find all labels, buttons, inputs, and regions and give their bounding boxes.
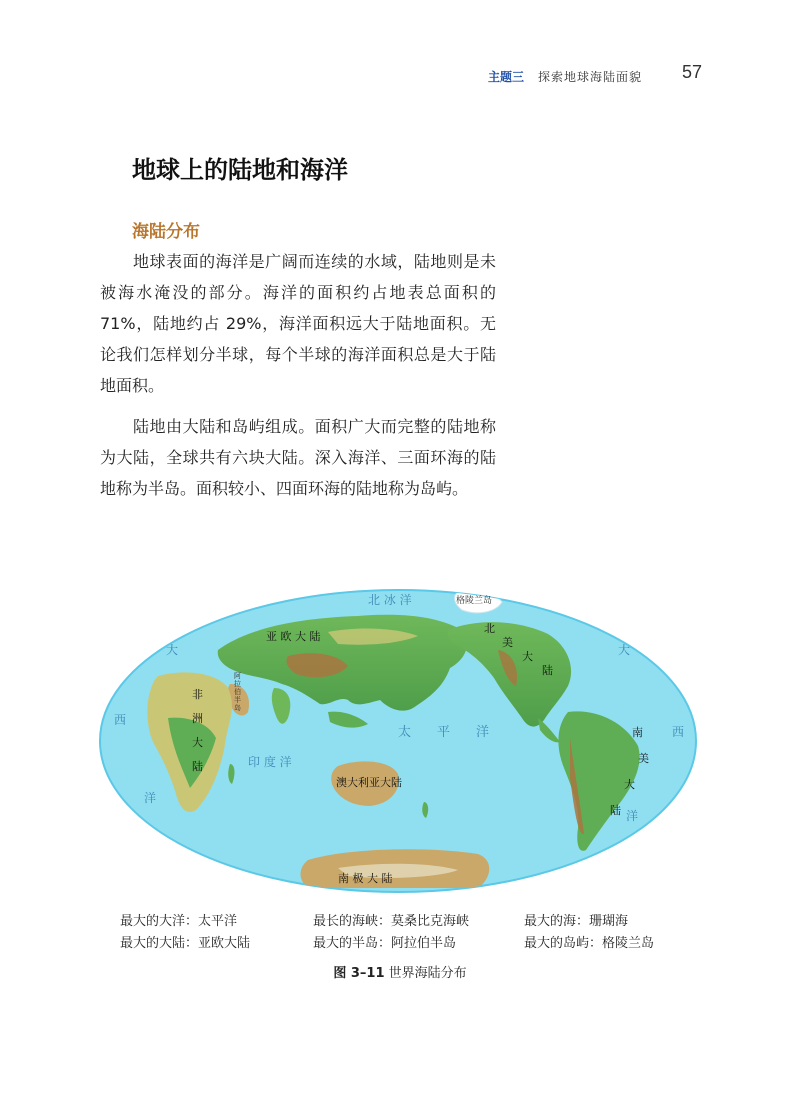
label-atlantic-w-1: 西 xyxy=(114,713,127,727)
label-south-america-2: 大 xyxy=(624,778,635,791)
label-atlantic-e-2: 洋 xyxy=(626,809,639,823)
label-arctic-ocean: 北 冰 洋 xyxy=(368,593,412,607)
label-atlantic-w-0: 大 xyxy=(166,643,179,657)
label-arabia-2: 伯 xyxy=(234,688,241,696)
label-antarctica: 南 极 大 陆 xyxy=(338,872,393,885)
label-eurasia: 亚 欧 大 陆 xyxy=(266,630,321,643)
label-pacific: 太 平 洋 xyxy=(398,725,490,740)
label-arabia-1: 拉 xyxy=(234,680,241,688)
label-arabia-4: 岛 xyxy=(234,704,241,712)
label-africa-3: 陆 xyxy=(192,760,203,773)
label-africa-1: 洲 xyxy=(192,712,203,725)
label-north-america-3: 陆 xyxy=(542,664,553,677)
paragraph-2: 陆地由大陆和岛屿组成。面积广大而完整的陆地称为大陆，全球共有六块大陆。深入海洋、三面环海的陆地称为半岛。面积较小、四面环海的陆地称为岛屿。 xyxy=(100,417,496,498)
legend-largest-continent: 最大的大陆：亚欧大陆 xyxy=(120,936,251,951)
legend-row-2 xyxy=(120,932,720,954)
legend-largest-ocean: 最大的大洋：太平洋 xyxy=(120,914,238,929)
label-arabia-3: 半 xyxy=(234,696,241,704)
label-north-america-2: 大 xyxy=(522,650,533,663)
section-title: 地球上的陆地和海洋 xyxy=(132,156,348,184)
header-theme: 主题三 xyxy=(488,70,525,84)
paragraph-1: 地球表面的海洋是广阔而连续的水域，陆地则是未被海水淹没的部分。海洋的面积约占地表总面积的 71%，陆地约占 29%，海洋面积远大于陆地面积。无论我们怎样划分半球，每个半球的海洋面积总是大于陆地面积。 xyxy=(100,252,496,395)
legend-longest-strait: 最长的海峡：莫桑比克海峡 xyxy=(313,914,470,929)
label-north-america-0: 北 xyxy=(484,622,495,635)
map-legend xyxy=(120,910,720,954)
figure-title: 世界海陆分布 xyxy=(388,966,467,981)
label-south-america-1: 美 xyxy=(638,752,649,765)
figure-number: 图 3–11 xyxy=(333,966,385,981)
label-greenland: 格陵兰岛 xyxy=(456,596,493,606)
label-africa-2: 大 xyxy=(192,736,203,749)
figure-caption xyxy=(0,962,800,981)
label-atlantic-e-0: 大 xyxy=(618,643,631,657)
label-atlantic-w-2: 洋 xyxy=(144,791,157,805)
legend-row-1 xyxy=(120,910,720,932)
label-australia: 澳大利亚大陆 xyxy=(336,776,402,789)
label-africa-0: 非 xyxy=(192,688,203,701)
header-topic: 探索地球海陆面貌 xyxy=(538,70,643,84)
label-arabia-0: 阿 xyxy=(234,672,241,680)
page-number: 57 xyxy=(682,62,703,82)
world-map xyxy=(98,588,698,894)
legend-largest-island: 最大的岛屿：格陵兰岛 xyxy=(524,936,655,951)
page-header xyxy=(0,60,800,90)
label-north-america-1: 美 xyxy=(502,636,513,649)
legend-largest-peninsula: 最大的半岛：阿拉伯半岛 xyxy=(313,936,457,951)
legend-largest-sea: 最大的海：珊瑚海 xyxy=(524,914,629,929)
label-indian-ocean: 印 度 洋 xyxy=(248,755,292,769)
subsection-title: 海陆分布 xyxy=(132,222,200,242)
label-south-america-3: 陆 xyxy=(610,804,621,817)
label-south-america-0: 南 xyxy=(632,726,643,739)
label-atlantic-e-1: 西 xyxy=(672,725,685,739)
